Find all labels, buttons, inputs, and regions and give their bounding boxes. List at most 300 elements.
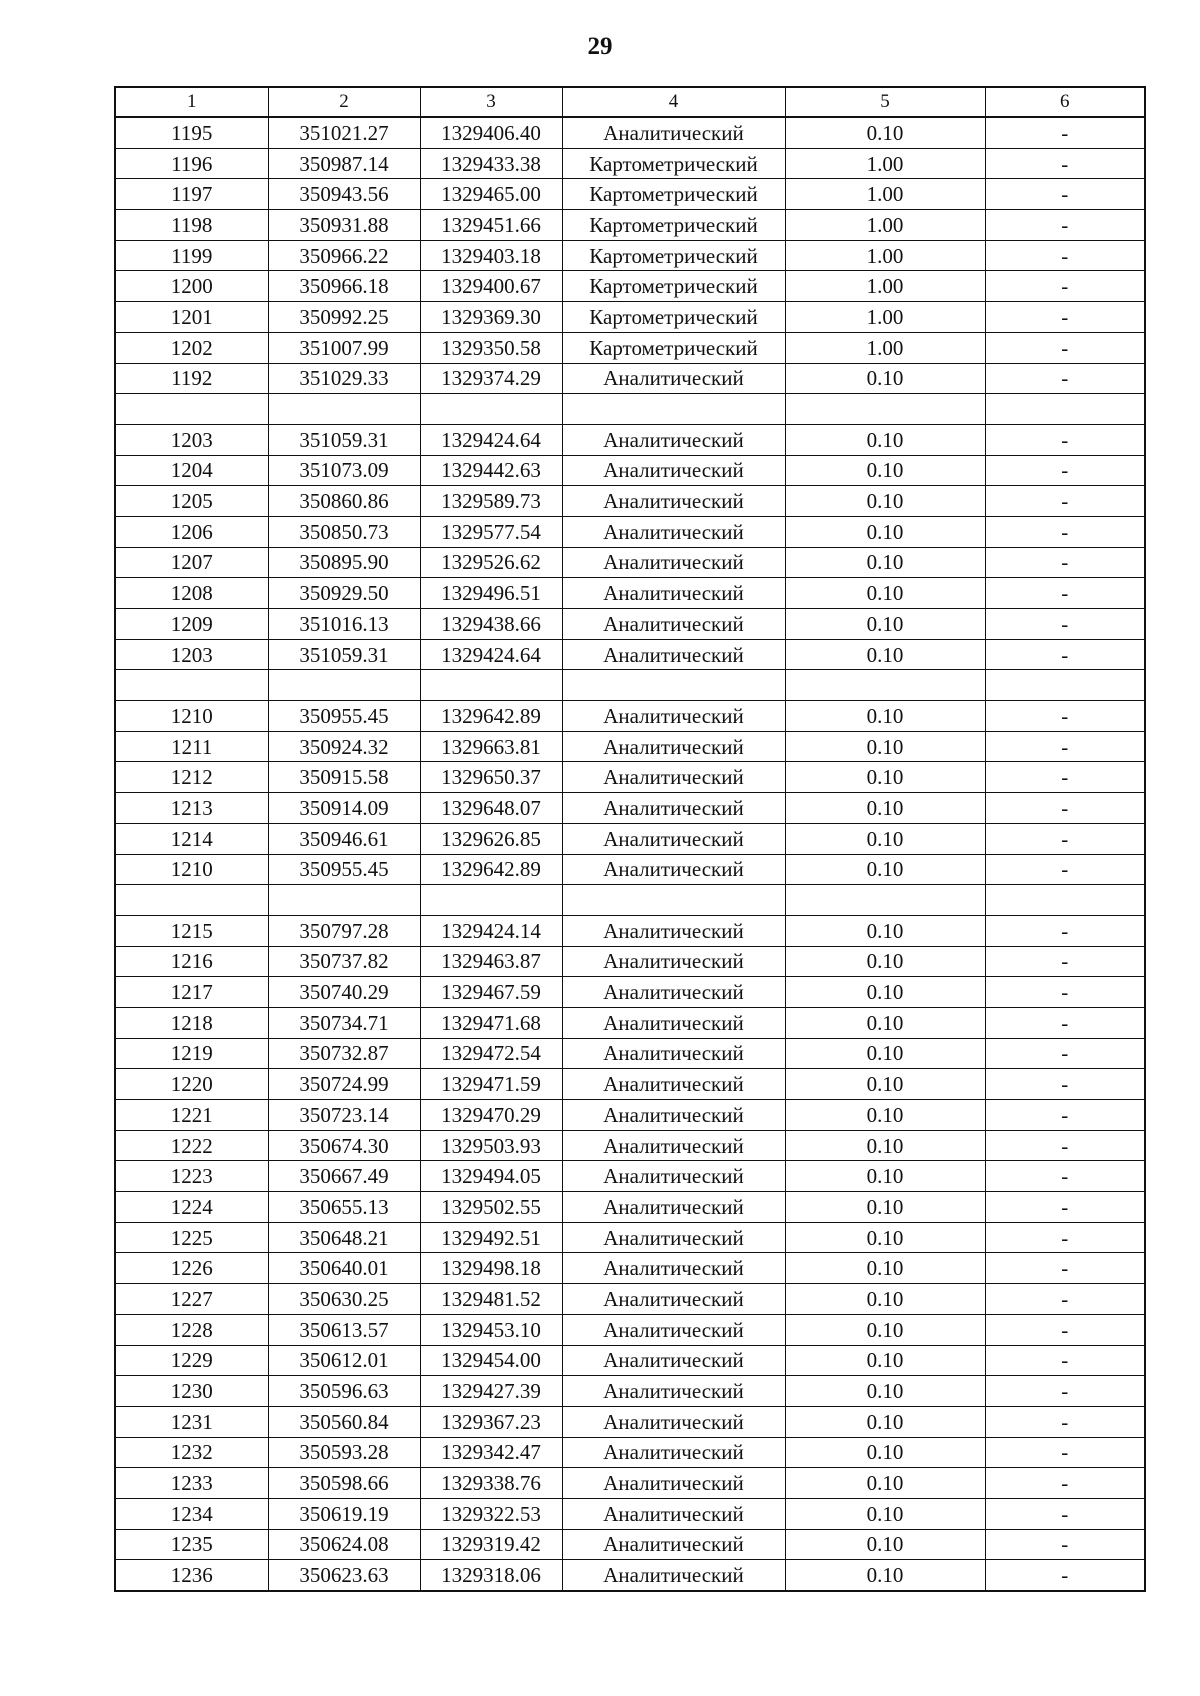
accuracy-cell: 0.10 bbox=[785, 1192, 985, 1223]
y-coordinate-cell: 1329496.51 bbox=[420, 578, 562, 609]
x-coordinate-cell bbox=[268, 885, 420, 916]
point-number-cell: 1228 bbox=[115, 1314, 268, 1345]
y-coordinate-cell: 1329342.47 bbox=[420, 1437, 562, 1468]
point-number-cell: 1206 bbox=[115, 516, 268, 547]
accuracy-cell: 0.10 bbox=[785, 731, 985, 762]
x-coordinate-cell: 350596.63 bbox=[268, 1376, 420, 1407]
method-cell: Аналитический bbox=[562, 701, 785, 732]
table-row bbox=[115, 977, 1145, 1008]
point-number-cell: 1235 bbox=[115, 1529, 268, 1560]
method-cell: Аналитический bbox=[562, 1069, 785, 1100]
x-coordinate-cell: 350740.29 bbox=[268, 977, 420, 1008]
y-coordinate-cell: 1329589.73 bbox=[420, 486, 562, 517]
accuracy-cell: 0.10 bbox=[785, 1069, 985, 1100]
x-coordinate-cell: 350734.71 bbox=[268, 1007, 420, 1038]
x-coordinate-cell: 351021.27 bbox=[268, 117, 420, 148]
accuracy-cell: 0.10 bbox=[785, 823, 985, 854]
accuracy-cell: 0.10 bbox=[785, 363, 985, 394]
point-number-cell: 1231 bbox=[115, 1406, 268, 1437]
method-cell: Аналитический bbox=[562, 731, 785, 762]
x-coordinate-cell: 350732.87 bbox=[268, 1038, 420, 1069]
point-number-cell: 1218 bbox=[115, 1007, 268, 1038]
x-coordinate-cell: 350723.14 bbox=[268, 1100, 420, 1131]
y-coordinate-cell: 1329471.59 bbox=[420, 1069, 562, 1100]
table-row bbox=[115, 394, 1145, 425]
note-cell: - bbox=[985, 977, 1145, 1008]
y-coordinate-cell: 1329503.93 bbox=[420, 1130, 562, 1161]
point-number-cell: 1229 bbox=[115, 1345, 268, 1376]
accuracy-cell: 0.10 bbox=[785, 1161, 985, 1192]
x-coordinate-cell: 350992.25 bbox=[268, 302, 420, 333]
note-cell: - bbox=[985, 271, 1145, 302]
point-number-cell: 1236 bbox=[115, 1560, 268, 1591]
coordinates-table bbox=[114, 86, 1146, 1592]
x-coordinate-cell: 350640.01 bbox=[268, 1253, 420, 1284]
point-number-cell: 1210 bbox=[115, 701, 268, 732]
y-coordinate-cell: 1329350.58 bbox=[420, 332, 562, 363]
point-number-cell bbox=[115, 670, 268, 701]
accuracy-cell bbox=[785, 670, 985, 701]
note-cell: - bbox=[985, 210, 1145, 241]
table-row bbox=[115, 240, 1145, 271]
table-row bbox=[115, 946, 1145, 977]
table-row bbox=[115, 117, 1145, 148]
accuracy-cell: 0.10 bbox=[785, 516, 985, 547]
table-row bbox=[115, 271, 1145, 302]
accuracy-cell: 1.00 bbox=[785, 302, 985, 333]
point-number-cell: 1198 bbox=[115, 210, 268, 241]
table-row bbox=[115, 1069, 1145, 1100]
table-row bbox=[115, 179, 1145, 210]
y-coordinate-cell: 1329467.59 bbox=[420, 977, 562, 1008]
note-cell: - bbox=[985, 1222, 1145, 1253]
y-coordinate-cell: 1329442.63 bbox=[420, 455, 562, 486]
accuracy-cell: 1.00 bbox=[785, 332, 985, 363]
y-coordinate-cell: 1329494.05 bbox=[420, 1161, 562, 1192]
point-number-cell bbox=[115, 394, 268, 425]
point-number-cell: 1226 bbox=[115, 1253, 268, 1284]
x-coordinate-cell: 350655.13 bbox=[268, 1192, 420, 1223]
x-coordinate-cell: 351073.09 bbox=[268, 455, 420, 486]
y-coordinate-cell: 1329481.52 bbox=[420, 1284, 562, 1315]
x-coordinate-cell: 350674.30 bbox=[268, 1130, 420, 1161]
accuracy-cell: 0.10 bbox=[785, 1560, 985, 1591]
note-cell: - bbox=[985, 1130, 1145, 1161]
y-coordinate-cell: 1329471.68 bbox=[420, 1007, 562, 1038]
note-cell: - bbox=[985, 117, 1145, 148]
x-coordinate-cell bbox=[268, 670, 420, 701]
y-coordinate-cell: 1329406.40 bbox=[420, 117, 562, 148]
y-coordinate-cell: 1329451.66 bbox=[420, 210, 562, 241]
y-coordinate-cell: 1329427.39 bbox=[420, 1376, 562, 1407]
method-cell bbox=[562, 394, 785, 425]
table-body bbox=[115, 117, 1145, 1591]
table-row bbox=[115, 670, 1145, 701]
x-coordinate-cell: 350929.50 bbox=[268, 578, 420, 609]
x-coordinate-cell: 350598.66 bbox=[268, 1468, 420, 1499]
method-cell: Аналитический bbox=[562, 1284, 785, 1315]
note-cell: - bbox=[985, 1038, 1145, 1069]
method-cell: Аналитический bbox=[562, 762, 785, 793]
note-cell: - bbox=[985, 1007, 1145, 1038]
x-coordinate-cell: 350966.18 bbox=[268, 271, 420, 302]
note-cell: - bbox=[985, 823, 1145, 854]
note-cell: - bbox=[985, 179, 1145, 210]
y-coordinate-cell: 1329648.07 bbox=[420, 793, 562, 824]
point-number-cell: 1205 bbox=[115, 486, 268, 517]
x-coordinate-cell: 350915.58 bbox=[268, 762, 420, 793]
note-cell: - bbox=[985, 578, 1145, 609]
table-row bbox=[115, 1376, 1145, 1407]
method-cell: Картометрический bbox=[562, 148, 785, 179]
method-cell bbox=[562, 885, 785, 916]
y-coordinate-cell: 1329642.89 bbox=[420, 854, 562, 885]
header-row bbox=[115, 87, 1145, 117]
method-cell: Аналитический bbox=[562, 1100, 785, 1131]
accuracy-cell: 0.10 bbox=[785, 762, 985, 793]
method-cell: Аналитический bbox=[562, 1560, 785, 1591]
y-coordinate-cell: 1329577.54 bbox=[420, 516, 562, 547]
y-coordinate-cell: 1329626.85 bbox=[420, 823, 562, 854]
table-row bbox=[115, 1468, 1145, 1499]
table-row bbox=[115, 363, 1145, 394]
column-header-4: 4 bbox=[562, 87, 785, 117]
y-coordinate-cell: 1329492.51 bbox=[420, 1222, 562, 1253]
point-number-cell: 1197 bbox=[115, 179, 268, 210]
method-cell: Картометрический bbox=[562, 179, 785, 210]
point-number-cell: 1210 bbox=[115, 854, 268, 885]
accuracy-cell: 0.10 bbox=[785, 946, 985, 977]
x-coordinate-cell: 351016.13 bbox=[268, 609, 420, 640]
y-coordinate-cell: 1329526.62 bbox=[420, 547, 562, 578]
method-cell: Аналитический bbox=[562, 1437, 785, 1468]
method-cell: Аналитический bbox=[562, 424, 785, 455]
x-coordinate-cell: 350623.63 bbox=[268, 1560, 420, 1591]
method-cell: Аналитический bbox=[562, 854, 785, 885]
column-header-1: 1 bbox=[115, 87, 268, 117]
table-row bbox=[115, 1038, 1145, 1069]
accuracy-cell: 0.10 bbox=[785, 1345, 985, 1376]
accuracy-cell: 0.10 bbox=[785, 486, 985, 517]
point-number-cell: 1216 bbox=[115, 946, 268, 977]
accuracy-cell: 1.00 bbox=[785, 240, 985, 271]
note-cell: - bbox=[985, 1100, 1145, 1131]
y-coordinate-cell: 1329424.64 bbox=[420, 424, 562, 455]
point-number-cell: 1230 bbox=[115, 1376, 268, 1407]
accuracy-cell: 0.10 bbox=[785, 977, 985, 1008]
column-header-5: 5 bbox=[785, 87, 985, 117]
method-cell: Аналитический bbox=[562, 1406, 785, 1437]
table-row bbox=[115, 1192, 1145, 1223]
x-coordinate-cell: 350987.14 bbox=[268, 148, 420, 179]
accuracy-cell: 0.10 bbox=[785, 1468, 985, 1499]
method-cell: Аналитический bbox=[562, 823, 785, 854]
note-cell: - bbox=[985, 946, 1145, 977]
y-coordinate-cell bbox=[420, 394, 562, 425]
note-cell: - bbox=[985, 547, 1145, 578]
note-cell: - bbox=[985, 302, 1145, 333]
y-coordinate-cell: 1329650.37 bbox=[420, 762, 562, 793]
table-row bbox=[115, 1498, 1145, 1529]
x-coordinate-cell: 350860.86 bbox=[268, 486, 420, 517]
note-cell: - bbox=[985, 424, 1145, 455]
table-row bbox=[115, 1345, 1145, 1376]
method-cell: Аналитический bbox=[562, 1376, 785, 1407]
method-cell: Аналитический bbox=[562, 1161, 785, 1192]
point-number-cell: 1221 bbox=[115, 1100, 268, 1131]
method-cell: Аналитический bbox=[562, 547, 785, 578]
table-row bbox=[115, 1284, 1145, 1315]
y-coordinate-cell: 1329663.81 bbox=[420, 731, 562, 762]
accuracy-cell: 1.00 bbox=[785, 271, 985, 302]
note-cell: - bbox=[985, 762, 1145, 793]
point-number-cell: 1202 bbox=[115, 332, 268, 363]
x-coordinate-cell: 350624.08 bbox=[268, 1529, 420, 1560]
y-coordinate-cell: 1329403.18 bbox=[420, 240, 562, 271]
accuracy-cell: 1.00 bbox=[785, 210, 985, 241]
note-cell: - bbox=[985, 854, 1145, 885]
point-number-cell: 1199 bbox=[115, 240, 268, 271]
point-number-cell: 1204 bbox=[115, 455, 268, 486]
note-cell: - bbox=[985, 1069, 1145, 1100]
note-cell: - bbox=[985, 1529, 1145, 1560]
method-cell: Аналитический bbox=[562, 609, 785, 640]
x-coordinate-cell: 350724.99 bbox=[268, 1069, 420, 1100]
method-cell: Аналитический bbox=[562, 915, 785, 946]
table-row bbox=[115, 1437, 1145, 1468]
x-coordinate-cell: 350946.61 bbox=[268, 823, 420, 854]
table-row bbox=[115, 793, 1145, 824]
method-cell: Аналитический bbox=[562, 1345, 785, 1376]
x-coordinate-cell bbox=[268, 394, 420, 425]
x-coordinate-cell: 351029.33 bbox=[268, 363, 420, 394]
table-row bbox=[115, 609, 1145, 640]
note-cell: - bbox=[985, 332, 1145, 363]
point-number-cell: 1225 bbox=[115, 1222, 268, 1253]
accuracy-cell: 0.10 bbox=[785, 1529, 985, 1560]
note-cell: - bbox=[985, 1253, 1145, 1284]
x-coordinate-cell: 350914.09 bbox=[268, 793, 420, 824]
column-header-6: 6 bbox=[985, 87, 1145, 117]
table-row bbox=[115, 332, 1145, 363]
accuracy-cell: 0.10 bbox=[785, 1100, 985, 1131]
method-cell: Аналитический bbox=[562, 1314, 785, 1345]
table-row bbox=[115, 762, 1145, 793]
x-coordinate-cell: 350943.56 bbox=[268, 179, 420, 210]
method-cell: Картометрический bbox=[562, 332, 785, 363]
accuracy-cell bbox=[785, 394, 985, 425]
note-cell: - bbox=[985, 1560, 1145, 1591]
point-number-cell: 1233 bbox=[115, 1468, 268, 1499]
x-coordinate-cell: 350560.84 bbox=[268, 1406, 420, 1437]
point-number-cell: 1211 bbox=[115, 731, 268, 762]
x-coordinate-cell: 350613.57 bbox=[268, 1314, 420, 1345]
note-cell: - bbox=[985, 1468, 1145, 1499]
method-cell: Картометрический bbox=[562, 271, 785, 302]
x-coordinate-cell: 350966.22 bbox=[268, 240, 420, 271]
accuracy-cell: 0.10 bbox=[785, 793, 985, 824]
table-row bbox=[115, 1130, 1145, 1161]
accuracy-cell: 0.10 bbox=[785, 1498, 985, 1529]
table-row bbox=[115, 516, 1145, 547]
accuracy-cell: 1.00 bbox=[785, 148, 985, 179]
note-cell: - bbox=[985, 455, 1145, 486]
x-coordinate-cell: 350797.28 bbox=[268, 915, 420, 946]
note-cell: - bbox=[985, 1498, 1145, 1529]
method-cell: Картометрический bbox=[562, 240, 785, 271]
point-number-cell: 1219 bbox=[115, 1038, 268, 1069]
x-coordinate-cell: 350924.32 bbox=[268, 731, 420, 762]
y-coordinate-cell: 1329502.55 bbox=[420, 1192, 562, 1223]
accuracy-cell: 0.10 bbox=[785, 854, 985, 885]
method-cell: Аналитический bbox=[562, 639, 785, 670]
accuracy-cell: 1.00 bbox=[785, 179, 985, 210]
table-row bbox=[115, 701, 1145, 732]
point-number-cell: 1208 bbox=[115, 578, 268, 609]
point-number-cell: 1217 bbox=[115, 977, 268, 1008]
method-cell: Аналитический bbox=[562, 1038, 785, 1069]
x-coordinate-cell: 350648.21 bbox=[268, 1222, 420, 1253]
x-coordinate-cell: 350667.49 bbox=[268, 1161, 420, 1192]
accuracy-cell: 0.10 bbox=[785, 1130, 985, 1161]
note-cell bbox=[985, 885, 1145, 916]
note-cell: - bbox=[985, 1437, 1145, 1468]
accuracy-cell: 0.10 bbox=[785, 701, 985, 732]
method-cell: Аналитический bbox=[562, 486, 785, 517]
note-cell: - bbox=[985, 240, 1145, 271]
point-number-cell: 1203 bbox=[115, 424, 268, 455]
method-cell: Аналитический bbox=[562, 977, 785, 1008]
method-cell: Аналитический bbox=[562, 1192, 785, 1223]
y-coordinate-cell bbox=[420, 670, 562, 701]
y-coordinate-cell: 1329642.89 bbox=[420, 701, 562, 732]
method-cell: Аналитический bbox=[562, 793, 785, 824]
x-coordinate-cell: 351059.31 bbox=[268, 424, 420, 455]
x-coordinate-cell: 350737.82 bbox=[268, 946, 420, 977]
method-cell: Аналитический bbox=[562, 363, 785, 394]
table-header bbox=[115, 87, 1145, 117]
x-coordinate-cell: 350955.45 bbox=[268, 854, 420, 885]
y-coordinate-cell: 1329400.67 bbox=[420, 271, 562, 302]
note-cell: - bbox=[985, 701, 1145, 732]
note-cell: - bbox=[985, 148, 1145, 179]
point-number-cell: 1234 bbox=[115, 1498, 268, 1529]
method-cell: Аналитический bbox=[562, 1529, 785, 1560]
point-number-cell: 1212 bbox=[115, 762, 268, 793]
method-cell: Аналитический bbox=[562, 1130, 785, 1161]
table-row bbox=[115, 854, 1145, 885]
y-coordinate-cell: 1329367.23 bbox=[420, 1406, 562, 1437]
note-cell: - bbox=[985, 639, 1145, 670]
method-cell: Аналитический bbox=[562, 516, 785, 547]
table-row bbox=[115, 547, 1145, 578]
y-coordinate-cell: 1329338.76 bbox=[420, 1468, 562, 1499]
accuracy-cell: 0.10 bbox=[785, 1038, 985, 1069]
x-coordinate-cell: 350619.19 bbox=[268, 1498, 420, 1529]
note-cell: - bbox=[985, 363, 1145, 394]
table-row bbox=[115, 1406, 1145, 1437]
y-coordinate-cell: 1329433.38 bbox=[420, 148, 562, 179]
point-number-cell: 1192 bbox=[115, 363, 268, 394]
method-cell: Аналитический bbox=[562, 1498, 785, 1529]
y-coordinate-cell bbox=[420, 885, 562, 916]
point-number-cell: 1196 bbox=[115, 148, 268, 179]
page-number: 29 bbox=[587, 33, 613, 60]
x-coordinate-cell: 350895.90 bbox=[268, 547, 420, 578]
table-row bbox=[115, 148, 1145, 179]
y-coordinate-cell: 1329374.29 bbox=[420, 363, 562, 394]
y-coordinate-cell: 1329322.53 bbox=[420, 1498, 562, 1529]
y-coordinate-cell: 1329318.06 bbox=[420, 1560, 562, 1591]
y-coordinate-cell: 1329319.42 bbox=[420, 1529, 562, 1560]
accuracy-cell: 0.10 bbox=[785, 1437, 985, 1468]
accuracy-cell: 0.10 bbox=[785, 639, 985, 670]
table-row bbox=[115, 1100, 1145, 1131]
point-number-cell bbox=[115, 885, 268, 916]
point-number-cell: 1207 bbox=[115, 547, 268, 578]
table-row bbox=[115, 915, 1145, 946]
x-coordinate-cell: 350612.01 bbox=[268, 1345, 420, 1376]
note-cell: - bbox=[985, 609, 1145, 640]
method-cell: Аналитический bbox=[562, 1222, 785, 1253]
x-coordinate-cell: 350955.45 bbox=[268, 701, 420, 732]
column-header-2: 2 bbox=[268, 87, 420, 117]
note-cell: - bbox=[985, 1192, 1145, 1223]
table-row bbox=[115, 1314, 1145, 1345]
table-row bbox=[115, 210, 1145, 241]
point-number-cell: 1214 bbox=[115, 823, 268, 854]
table-row bbox=[115, 731, 1145, 762]
point-number-cell: 1213 bbox=[115, 793, 268, 824]
table-row bbox=[115, 823, 1145, 854]
note-cell: - bbox=[985, 1314, 1145, 1345]
note-cell: - bbox=[985, 731, 1145, 762]
accuracy-cell: 0.10 bbox=[785, 547, 985, 578]
note-cell: - bbox=[985, 1406, 1145, 1437]
accuracy-cell: 0.10 bbox=[785, 578, 985, 609]
x-coordinate-cell: 351059.31 bbox=[268, 639, 420, 670]
accuracy-cell: 0.10 bbox=[785, 1376, 985, 1407]
x-coordinate-cell: 350593.28 bbox=[268, 1437, 420, 1468]
note-cell: - bbox=[985, 1376, 1145, 1407]
accuracy-cell: 0.10 bbox=[785, 117, 985, 148]
y-coordinate-cell: 1329369.30 bbox=[420, 302, 562, 333]
accuracy-cell: 0.10 bbox=[785, 1222, 985, 1253]
table-row bbox=[115, 486, 1145, 517]
x-coordinate-cell: 350931.88 bbox=[268, 210, 420, 241]
method-cell: Картометрический bbox=[562, 210, 785, 241]
point-number-cell: 1223 bbox=[115, 1161, 268, 1192]
accuracy-cell: 0.10 bbox=[785, 1284, 985, 1315]
accuracy-cell: 0.10 bbox=[785, 1253, 985, 1284]
table-row bbox=[115, 1222, 1145, 1253]
method-cell: Картометрический bbox=[562, 302, 785, 333]
y-coordinate-cell: 1329424.14 bbox=[420, 915, 562, 946]
x-coordinate-cell: 350850.73 bbox=[268, 516, 420, 547]
point-number-cell: 1222 bbox=[115, 1130, 268, 1161]
y-coordinate-cell: 1329424.64 bbox=[420, 639, 562, 670]
table-row bbox=[115, 424, 1145, 455]
method-cell: Аналитический bbox=[562, 117, 785, 148]
accuracy-cell bbox=[785, 885, 985, 916]
y-coordinate-cell: 1329453.10 bbox=[420, 1314, 562, 1345]
point-number-cell: 1203 bbox=[115, 639, 268, 670]
note-cell: - bbox=[985, 1345, 1145, 1376]
y-coordinate-cell: 1329465.00 bbox=[420, 179, 562, 210]
accuracy-cell: 0.10 bbox=[785, 609, 985, 640]
table-row bbox=[115, 1560, 1145, 1591]
accuracy-cell: 0.10 bbox=[785, 1406, 985, 1437]
